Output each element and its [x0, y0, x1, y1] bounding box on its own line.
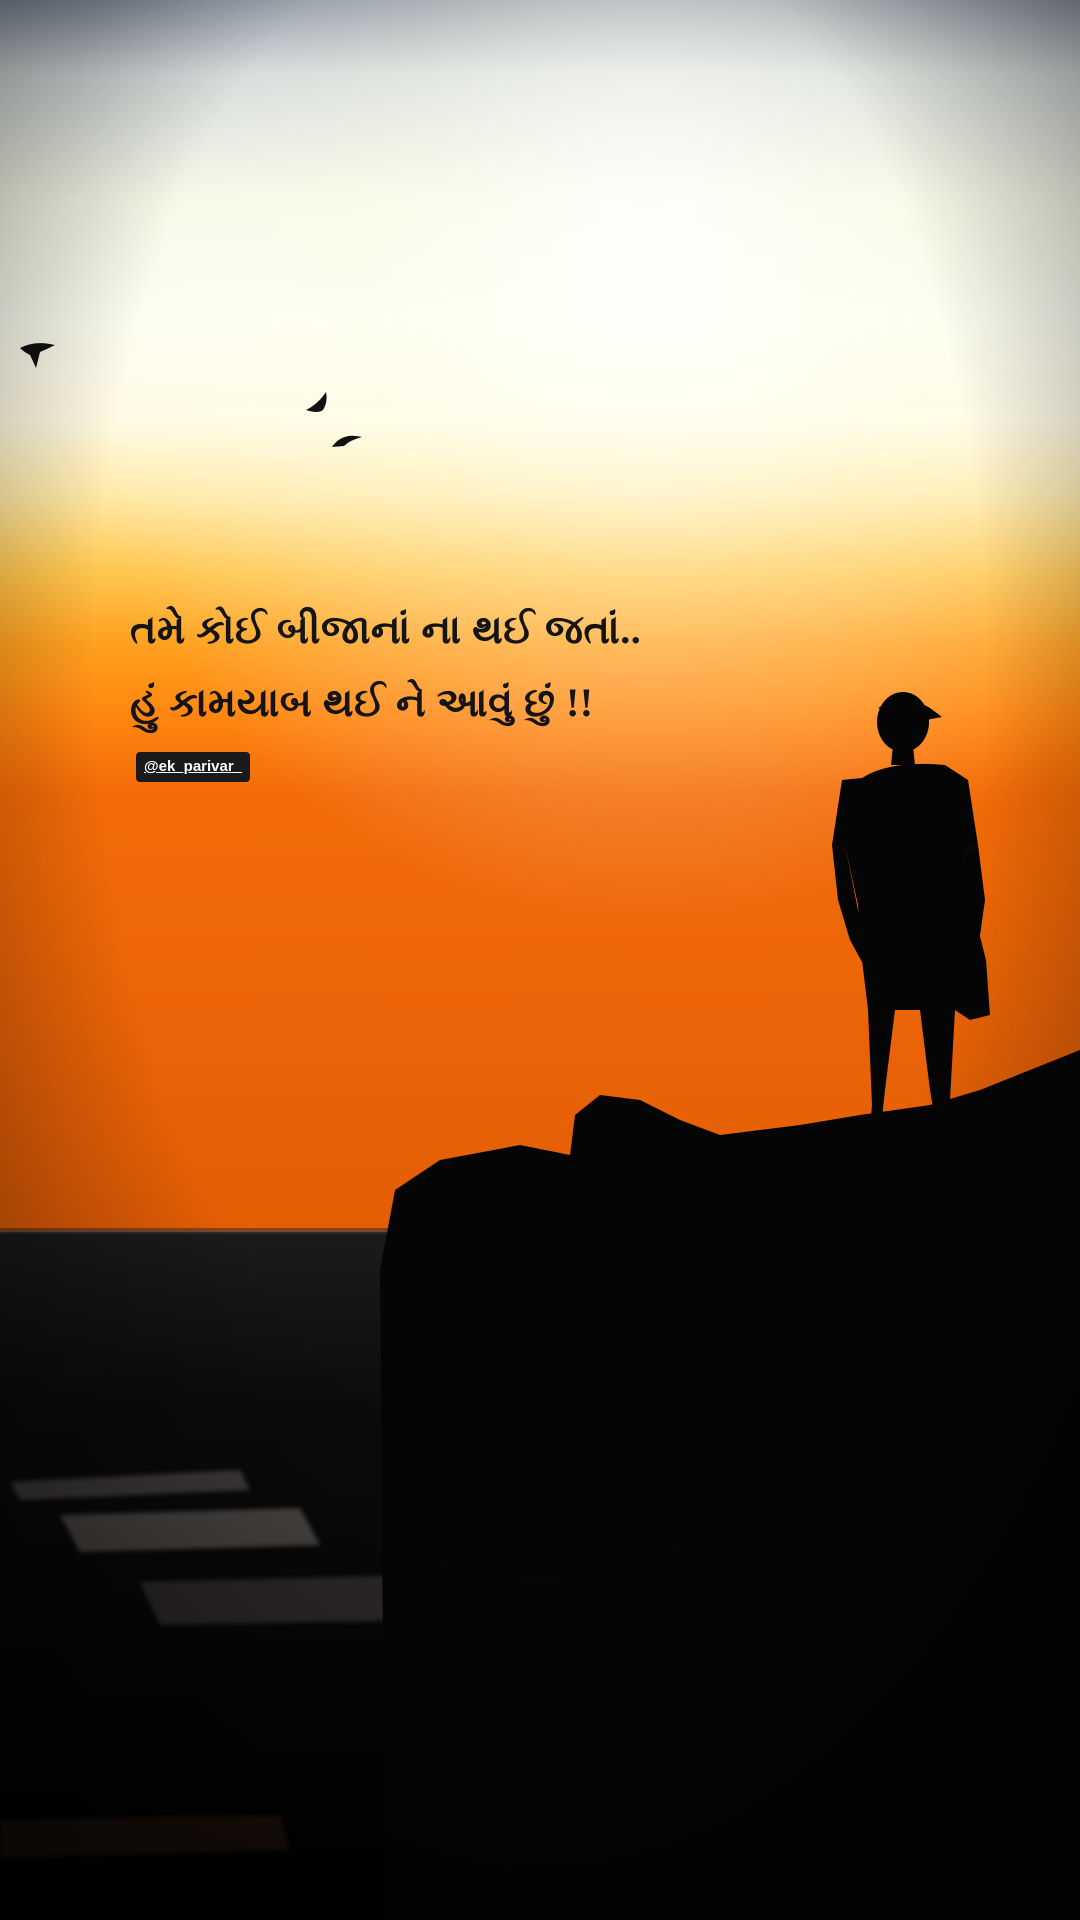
quote-line-2: હું કામયાબ થઈ ને આવું છું !!	[130, 680, 594, 725]
watermark-handle: @ek_parivar_	[136, 752, 250, 782]
quote-line-1: તમે કોઈ બીજાનાં ના થઈ જતાં..	[130, 607, 642, 652]
